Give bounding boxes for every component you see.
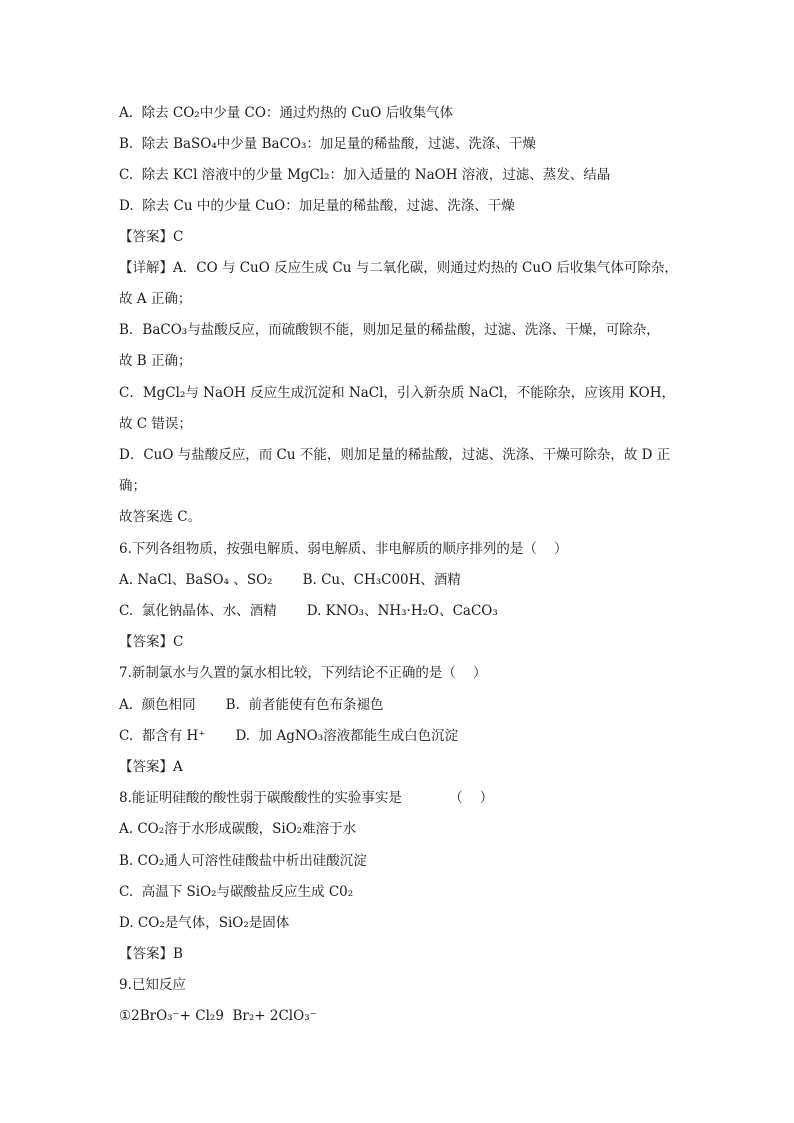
q5-explain-a-line1: 【详解】A．CO 与 CuO 反应生成 Cu 与二氧化碳，则通过灼热的 CuO 后收集气体可除杂， bbox=[119, 260, 678, 276]
q5-answer: 【答案】C bbox=[119, 229, 184, 245]
q5-option-d: D. 除去 Cu 中的少量 CuO：加足量的稀盐酸，过滤、洗涤、干燥 bbox=[119, 198, 515, 214]
q5-option-c: C. 除去 KCl 溶液中的少量 MgCl₂：加入适量的 NaOH 溶液，过滤、蒸发、结晶 bbox=[119, 167, 611, 183]
q5-explain-b-line2: 故 B 正确； bbox=[119, 353, 192, 369]
q7-options-ab: A. 颜色相同 B. 前者能使有色布条褪色 bbox=[119, 697, 384, 713]
q5-explain-c-line1 bbox=[119, 383, 675, 403]
q9-equation-1: ①2BrO₃⁻+ Cl₂9 Br₂+ 2ClO₃⁻ bbox=[119, 1008, 317, 1024]
q5-explain-d-line1: D．CuO 与盐酸反应，而 Cu 不能，则加足量的稀盐酸，过滤、洗涤、干燥可除杂，故 D 正 bbox=[119, 447, 671, 463]
q6-stem: 6.下列各组物质，按强电解质、弱电解质、非电解质的顺序排列的是（ ） bbox=[119, 541, 568, 557]
q5-explain-a-line2: 故 A 正确； bbox=[119, 291, 192, 307]
q5-option-b: B. 除去 BaSO₄中少量 BaCO₃：加足量的稀盐酸，过滤、洗涤、干燥 bbox=[119, 136, 536, 152]
q8-option-b: B. CO₂通人可溶性硅酸盐中析出硅酸沉淀 bbox=[119, 853, 367, 869]
q8-stem: 8.能证明硅酸的酸性弱于碳酸酸性的实验事实是 （ ） bbox=[119, 790, 494, 806]
q8-option-a: A. CO₂溶于水形成碳酸，SiO₂难溶于水 bbox=[119, 821, 357, 837]
q8-answer: 【答案】B bbox=[119, 946, 183, 962]
q9-stem: 9.已知反应 bbox=[119, 977, 186, 993]
q5-explain-d-line2: 确； bbox=[119, 478, 146, 494]
q5-explain-b-line1: B．BaCO₃与盐酸反应，而硫酸钡不能，则加足量的稀盐酸，过滤、洗涤、干燥，可除杂， bbox=[119, 322, 660, 338]
q8-option-d: D. CO₂是气体，SiO₂是固体 bbox=[119, 915, 290, 931]
q5-conclusion: 故答案选 C。 bbox=[119, 509, 202, 525]
q8-option-c: C. 高温下 SiO₂与碳酸盐反应生成 C0₂ bbox=[119, 884, 354, 900]
q7-answer: 【答案】A bbox=[119, 759, 183, 775]
q5-explain-c-left: C．MgCl₂与 NaOH 反应生成沉淀和 NaCl，引入新杂质 NaCl，不能除杂，应该用 bbox=[119, 385, 625, 401]
q5-option-a: A. 除去 CO₂中少量 CO：通过灼热的 CuO 后收集气体 bbox=[119, 105, 454, 121]
q6-answer: 【答案】C bbox=[119, 634, 184, 650]
q5-explain-c-line2: 故 C 错误； bbox=[119, 416, 192, 432]
q6-options-cd: C. 氯化钠晶体、水、酒精 D. KNO₃、NH₃·H₂O、CaCO₃ bbox=[119, 603, 498, 619]
q5-explain-c-right: KOH， bbox=[628, 385, 675, 401]
q7-stem: 7.新制氯水与久置的氯水相比较，下列结论不正确的是（ ） bbox=[119, 665, 487, 681]
q7-options-cd: C. 都含有 H⁺ D. 加 AgNO₃溶液都能生成白色沉淀 bbox=[119, 728, 459, 744]
q6-options-ab: A. NaCl、BaSO₄ 、SO₂ B. Cu、CH₃C00H、酒精 bbox=[119, 572, 461, 588]
